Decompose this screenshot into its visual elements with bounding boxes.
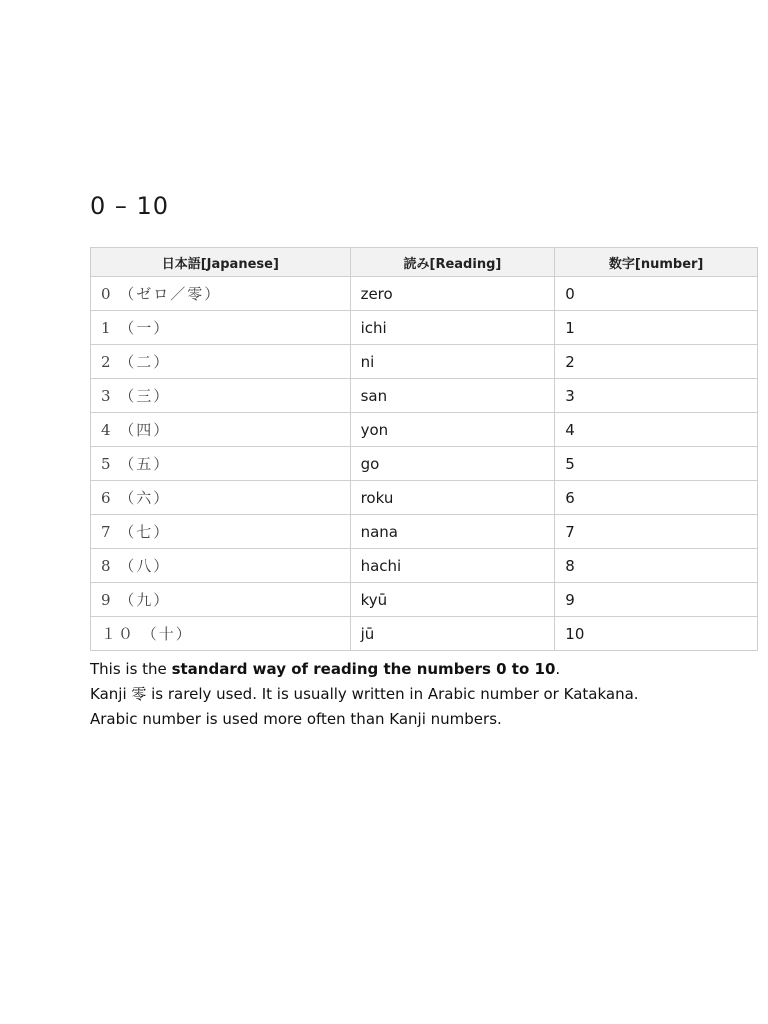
- table-row: [91, 583, 758, 617]
- cell-number: 4: [555, 413, 758, 447]
- note-line-arabic: Arabic number is used more often than Kanji numbers.: [90, 710, 502, 728]
- cell-number: 0: [555, 277, 758, 311]
- cell-reading: san: [350, 379, 555, 413]
- table-row: [91, 515, 758, 549]
- cell-reading: go: [350, 447, 555, 481]
- cell-number: 8: [555, 549, 758, 583]
- cell-japanese: 3 （三）: [91, 379, 351, 413]
- table-row: [91, 277, 758, 311]
- table-row: [91, 549, 758, 583]
- table-row: [91, 447, 758, 481]
- cell-reading: nana: [350, 515, 555, 549]
- cell-japanese: １０ （十）: [91, 617, 351, 651]
- page-title: 0 – 10: [90, 192, 170, 220]
- table-row: [91, 345, 758, 379]
- cell-reading: zero: [350, 277, 555, 311]
- table-row: [91, 617, 758, 651]
- cell-number: 10: [555, 617, 758, 651]
- cell-number: 6: [555, 481, 758, 515]
- table-row: [91, 481, 758, 515]
- cell-number: 7: [555, 515, 758, 549]
- note-line-standard: [90, 657, 639, 682]
- cell-reading: ni: [350, 345, 555, 379]
- cell-japanese: 5 （五）: [91, 447, 351, 481]
- note-line-kanji: Kanji 零 is rarely used. It is usually written in Arabic number or Katakana.: [90, 685, 639, 703]
- table-row: [91, 311, 758, 345]
- cell-number: 1: [555, 311, 758, 345]
- cell-reading: kyū: [350, 583, 555, 617]
- note-line-suffix: .: [555, 660, 561, 678]
- cell-japanese: 7 （七）: [91, 515, 351, 549]
- note-line-prefix: This is the: [90, 660, 172, 678]
- numbers-table: [90, 247, 758, 651]
- cell-number: 5: [555, 447, 758, 481]
- cell-japanese: 8 （八）: [91, 549, 351, 583]
- cell-japanese: 9 （九）: [91, 583, 351, 617]
- cell-number: 2: [555, 345, 758, 379]
- cell-japanese: 0 （ゼロ／零）: [91, 277, 351, 311]
- table-row: [91, 413, 758, 447]
- cell-reading: yon: [350, 413, 555, 447]
- cell-reading: jū: [350, 617, 555, 651]
- column-header-japanese: 日本語[Japanese]: [91, 248, 351, 277]
- table-header-row: [91, 248, 758, 277]
- cell-reading: ichi: [350, 311, 555, 345]
- cell-japanese: 4 （四）: [91, 413, 351, 447]
- table-row: [91, 379, 758, 413]
- cell-japanese: 6 （六）: [91, 481, 351, 515]
- cell-number: 9: [555, 583, 758, 617]
- cell-reading: roku: [350, 481, 555, 515]
- cell-reading: hachi: [350, 549, 555, 583]
- note-line-bold: standard way of reading the numbers 0 to 10: [171, 660, 556, 678]
- notes: [90, 657, 639, 732]
- cell-japanese: 2 （二）: [91, 345, 351, 379]
- cell-japanese: 1 （一）: [91, 311, 351, 345]
- cell-number: 3: [555, 379, 758, 413]
- column-header-number: 数字[number]: [555, 248, 758, 277]
- column-header-reading: 読み[Reading]: [350, 248, 555, 277]
